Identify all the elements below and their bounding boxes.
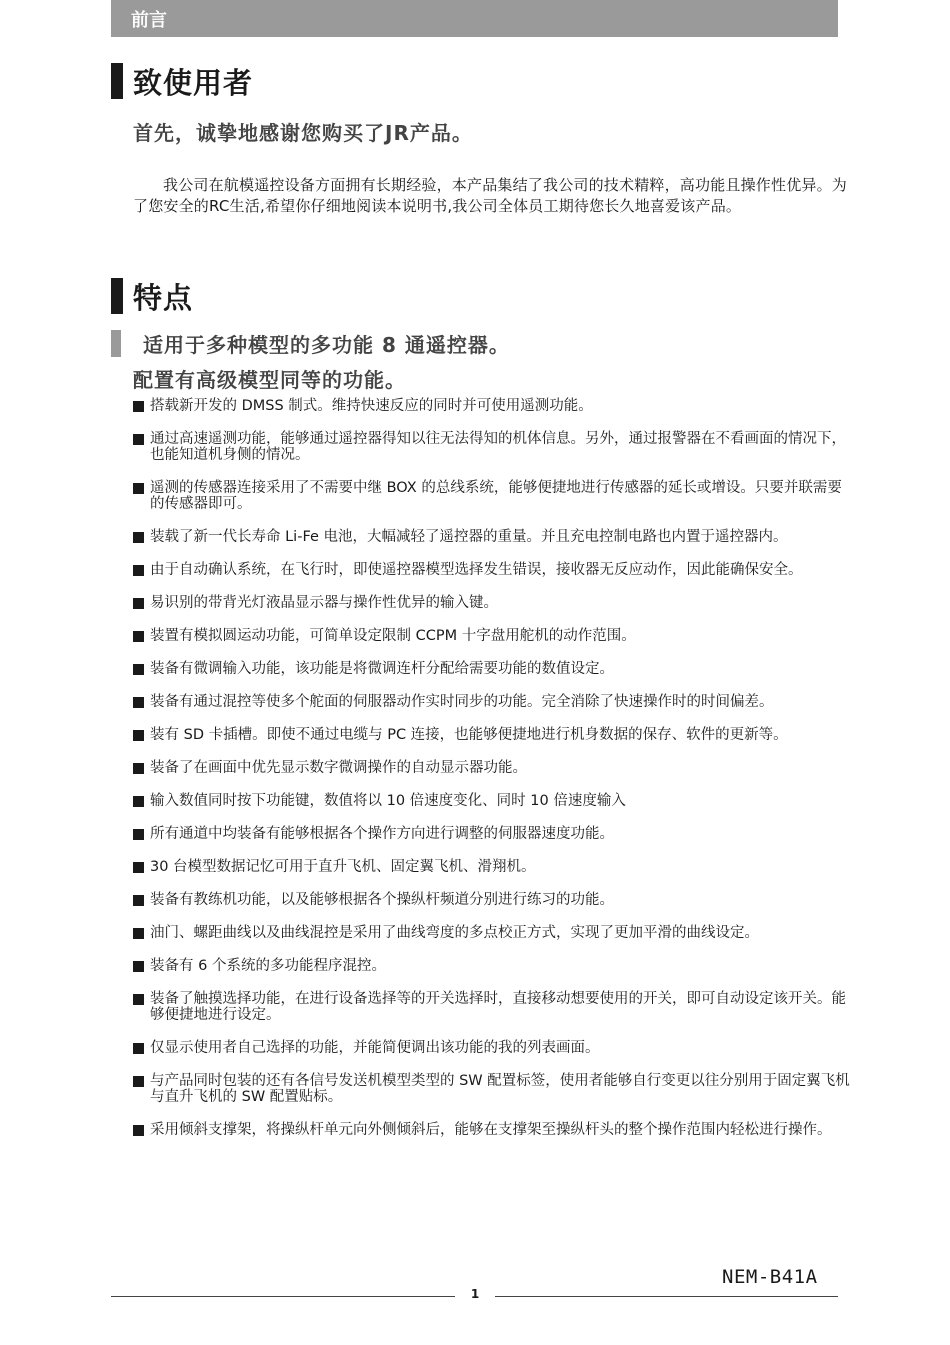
feature-item: 仅显示使用者自己选择的功能，并能简便调出该功能的我的列表画面。: [133, 1040, 855, 1056]
section-title-features: [111, 278, 193, 314]
footer-rule-right: [495, 1296, 838, 1297]
document-code: NEM-B41A: [722, 1266, 818, 1288]
feature-item: 与产品同时包装的还有各信号发送机模型类型的 SW 配置标签，使用者能够自行变更以往分别用于固定翼飞机与直升飞机的 SW 配置贴标。: [133, 1073, 855, 1105]
title-marker: [111, 278, 123, 314]
thanks-subheading: 首先，诚挚地感谢您购买了JR产品。: [133, 121, 473, 145]
feature-item: 装备了在画面中优先显示数字微调操作的自动显示器功能。: [133, 760, 855, 776]
feature-list: [133, 398, 855, 1155]
feature-headline-text: 适用于多种模型的多功能 8 通遥控器。: [143, 333, 510, 357]
feature-item: 遥测的传感器连接采用了不需要中继 BOX 的总线系统，能够便捷地进行传感器的延长或增设。只要并联需要的传感器即可。: [133, 480, 855, 512]
feature-item: 通过高速遥测功能，能够通过遥控器得知以往无法得知的机体信息。另外，通过报警器在不看画面的情况下，也能知道机身侧的情况。: [133, 431, 855, 463]
headline-marker: [111, 330, 121, 357]
intro-paragraph: 我公司在航模遥控设备方面拥有长期经验，本产品集结了我公司的技术精粹，高功能且操作性优异。为了您安全的RC生活,希望你仔细地阅读本说明书,我公司全体员工期待您长久地喜爱该产品。: [133, 176, 848, 215]
feature-subheadline: 配置有高级模型同等的功能。: [133, 368, 406, 392]
feature-item: 由于自动确认系统，在飞行时，即使遥控器模型选择发生错误，接收器无反应动作，因此能确保安全。: [133, 562, 855, 578]
feature-item: 搭载新开发的 DMSS 制式。维持快速反应的同时并可使用遥测功能。: [133, 398, 855, 414]
header-bar: [111, 0, 838, 37]
feature-item: 采用倾斜支撑架，将操纵杆单元向外侧倾斜后，能够在支撑架至操纵杆头的整个操作范围内轻松进行操作。: [133, 1122, 855, 1138]
feature-item: 所有通道中均装备有能够根据各个操作方向进行调整的伺服器速度功能。: [133, 826, 855, 842]
feature-item: 装备了触摸选择功能，在进行设备选择等的开关选择时，直接移动想要使用的开关，即可自动设定该开关。能够便捷地进行设定。: [133, 991, 855, 1023]
title-marker: [111, 63, 123, 99]
feature-item: 输入数值同时按下功能键，数值将以 10 倍速度变化、同时 10 倍速度输入: [133, 793, 855, 809]
feature-headline: [111, 330, 510, 357]
feature-item: 装备有微调输入功能，该功能是将微调连杆分配给需要功能的数值设定。: [133, 661, 855, 677]
footer-rule-left: [111, 1296, 455, 1297]
header-label: 前言: [131, 10, 167, 31]
section-title-text: 致使用者: [133, 65, 254, 100]
page-number: 1: [470, 1287, 480, 1301]
feature-item: 装备有教练机功能，以及能够根据各个操纵杆频道分别进行练习的功能。: [133, 892, 855, 908]
feature-item: 装备有 6 个系统的多功能程序混控。: [133, 958, 855, 974]
section-title-to-users: [111, 63, 253, 99]
feature-item: 易识别的带背光灯液晶显示器与操作性优异的输入键。: [133, 595, 855, 611]
feature-item: 油门、螺距曲线以及曲线混控是采用了曲线弯度的多点校正方式，实现了更加平滑的曲线设定。: [133, 925, 855, 941]
feature-item: 30 台模型数据记忆可用于直升飞机、固定翼飞机、滑翔机。: [133, 859, 855, 875]
feature-item: 装载了新一代长寿命 Li-Fe 电池，大幅减轻了遥控器的重量。并且充电控制电路也内置于遥控器内。: [133, 529, 855, 545]
feature-item: 装备有通过混控等使多个舵面的伺服器动作实时同步的功能。完全消除了快速操作时的时间偏差。: [133, 694, 855, 710]
section-title-text: 特点: [133, 280, 194, 315]
feature-item: 装有 SD 卡插槽。即使不通过电缆与 PC 连接，也能够便捷地进行机身数据的保存、软件的更新等。: [133, 727, 855, 743]
feature-item: 装置有模拟圆运动功能，可简单设定限制 CCPM 十字盘用舵机的动作范围。: [133, 628, 855, 644]
